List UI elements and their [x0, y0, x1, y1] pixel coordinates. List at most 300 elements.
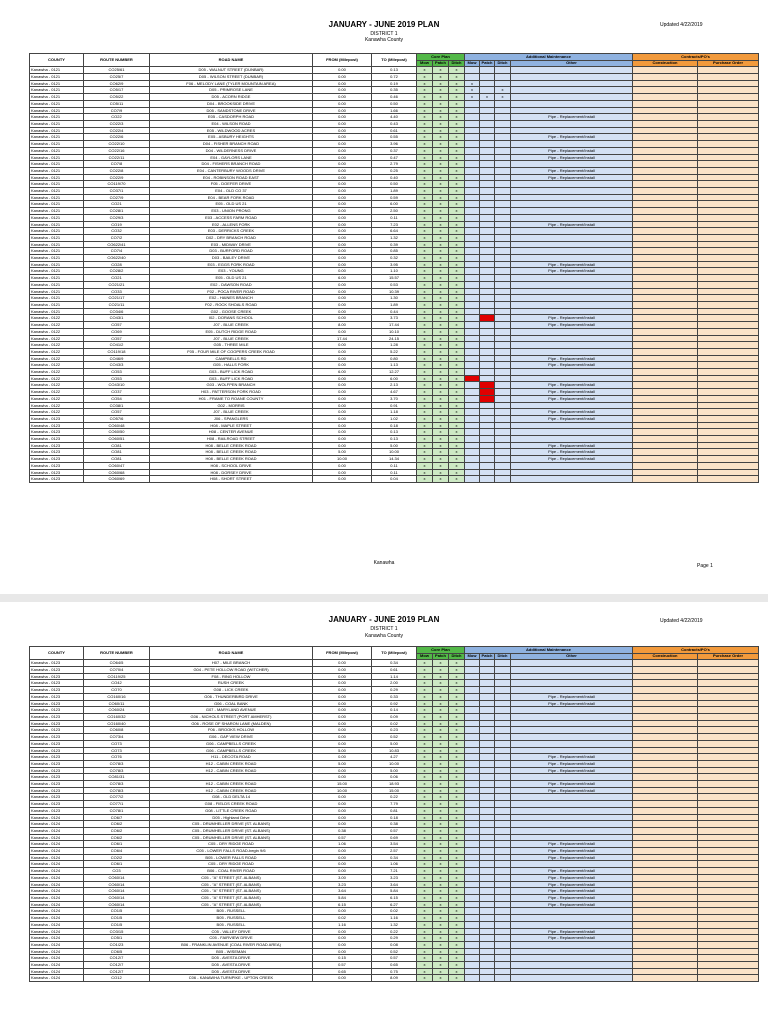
core-mow-cell: x [417, 935, 433, 942]
from-cell: 0.57 [313, 962, 372, 969]
to-cell: 0.46 [372, 94, 417, 101]
core-mow-cell: x [417, 814, 433, 821]
county-cell: Kanawha - 0124 [30, 841, 84, 848]
to-cell: 7.21 [372, 868, 417, 875]
construction-cell [633, 409, 698, 416]
maint-patch-cell [480, 127, 495, 134]
maint-mow-cell [465, 389, 480, 396]
from-cell: 0.00 [313, 100, 372, 107]
other-cell [511, 734, 633, 741]
table-row [30, 727, 759, 734]
core-ditch-cell: x [449, 322, 465, 329]
to-cell: 10.10 [372, 328, 417, 335]
core-patch-cell: x [433, 720, 449, 727]
from-cell: 0.38 [313, 827, 372, 834]
construction-cell [633, 127, 698, 134]
maint-mow-cell [465, 975, 480, 982]
table-row [30, 814, 759, 821]
maint-ditch-cell [495, 814, 511, 821]
other-cell: Pipe - Replacement/Install [511, 760, 633, 767]
road-name-cell: E03 - EGGS FORK ROAD [150, 261, 313, 268]
maint-mow-cell [465, 395, 480, 402]
maint-ditch-cell [495, 174, 511, 181]
maint-ditch-cell [495, 680, 511, 687]
county-cell: Kanawha - 0121 [30, 194, 84, 201]
maint-mow-cell [465, 700, 480, 707]
other-header: Other [511, 653, 633, 660]
road-name-cell: H12 - CABIN CREEK ROAD [150, 787, 313, 794]
maint-mow-cell [465, 921, 480, 928]
route-cell: CO28/2 [84, 268, 150, 275]
road-name-cell: G06 - ROSE OF SHARON LANE (MALDEN) [150, 720, 313, 727]
maint-mow-cell [465, 429, 480, 436]
county-cell: Kanawha - 0123 [30, 660, 84, 667]
maint-patch-cell [480, 261, 495, 268]
core-mow-cell: x [417, 727, 433, 734]
county-cell: Kanawha - 0124 [30, 962, 84, 969]
construction-cell [633, 429, 698, 436]
to-cell: 0.32 [372, 255, 417, 262]
road-name-cell: E04 - CANTERBURY WOODS DRIVE [150, 167, 313, 174]
maint-ditch-cell [495, 714, 511, 721]
table-row [30, 734, 759, 741]
road-name-cell: E04 - BEAR FORK ROAD [150, 194, 313, 201]
construction-cell [633, 382, 698, 389]
route-cell: CO622/41 [84, 241, 150, 248]
maint-ditch-cell [495, 335, 511, 342]
table-row [30, 201, 759, 208]
core-mow-cell: x [417, 827, 433, 834]
core-mow-cell: x [417, 161, 433, 168]
table-row [30, 335, 759, 342]
core-patch-cell: x [433, 167, 449, 174]
maint-ditch-cell: x [495, 94, 511, 101]
mow-header: Mow [465, 60, 480, 67]
to-cell: 0.02 [372, 720, 417, 727]
core-patch-cell: x [433, 814, 449, 821]
purchase-order-cell [698, 781, 759, 788]
table-row [30, 868, 759, 875]
route-cell: CO78/1 [84, 807, 150, 814]
county-cell: Kanawha - 0124 [30, 894, 84, 901]
core-mow-cell: x [417, 449, 433, 456]
maint-mow-cell [465, 409, 480, 416]
county-cell: Kanawha - 0123 [30, 787, 84, 794]
construction-cell [633, 147, 698, 154]
core-patch-cell: x [433, 834, 449, 841]
core-ditch-cell: x [449, 693, 465, 700]
maint-patch-cell [480, 167, 495, 174]
core-ditch-cell: x [449, 335, 465, 342]
other-cell [511, 774, 633, 781]
maint-patch-cell [480, 100, 495, 107]
to-cell: 0.57 [372, 955, 417, 962]
from-cell: 0.00 [313, 382, 372, 389]
maint-ditch-cell [495, 436, 511, 443]
core-mow-cell: x [417, 469, 433, 476]
route-cell: CO21/17 [84, 295, 150, 302]
county-cell: Kanawha - 0123 [30, 740, 84, 747]
county-cell: Kanawha - 0124 [30, 915, 84, 922]
other-cell: Pipe - Replacement/Install [511, 841, 633, 848]
construction-cell [633, 154, 698, 161]
maint-mow-cell [465, 476, 480, 483]
core-ditch-cell: x [449, 975, 465, 982]
maint-patch-cell [480, 700, 495, 707]
core-mow-cell: x [417, 255, 433, 262]
purchase-order-cell [698, 74, 759, 81]
from-cell: 10.00 [313, 787, 372, 794]
maint-mow-cell [465, 948, 480, 955]
road-name-cell: C05 - DRUMHELLER DRIVE (ST. ALBANS) [150, 821, 313, 828]
to-cell: 0.39 [372, 241, 417, 248]
from-cell: 5.84 [313, 894, 372, 901]
core-ditch-cell: x [449, 673, 465, 680]
construction-cell [633, 234, 698, 241]
other-cell [511, 402, 633, 409]
construction-cell [633, 700, 698, 707]
purchase-order-cell [698, 208, 759, 215]
table-row [30, 801, 759, 808]
other-cell [511, 87, 633, 94]
other-cell [511, 127, 633, 134]
from-cell: 0.00 [313, 707, 372, 714]
to-cell: 0.33 [372, 693, 417, 700]
table-row [30, 921, 759, 928]
to-cell: 0.13 [372, 436, 417, 443]
maint-ditch-cell [495, 208, 511, 215]
maint-mow-cell [465, 861, 480, 868]
road-name-cell: D05 - ACORN RIDGE [150, 94, 313, 101]
core-ditch-cell: x [449, 680, 465, 687]
construction-cell [633, 288, 698, 295]
from-cell: 0.00 [313, 814, 372, 821]
maint-mow-cell [465, 774, 480, 781]
to-cell: 2.57 [372, 848, 417, 855]
maint-ditch-cell [495, 214, 511, 221]
county-cell: Kanawha - 0123 [30, 801, 84, 808]
maint-ditch-cell [495, 100, 511, 107]
county-cell: Kanawha - 0123 [30, 415, 84, 422]
core-ditch-cell: x [449, 801, 465, 808]
patch-header: Patch [433, 60, 449, 67]
purchase-order-cell [698, 154, 759, 161]
core-ditch-cell: x [449, 928, 465, 935]
county-cell: Kanawha - 0121 [30, 161, 84, 168]
maint-mow-cell [465, 781, 480, 788]
maint-mow-cell [465, 114, 480, 121]
maint-ditch-cell [495, 456, 511, 463]
route-cell: CO78/3 [84, 760, 150, 767]
maint-ditch-cell [495, 382, 511, 389]
maint-patch-cell [480, 469, 495, 476]
county-cell: Kanawha - 0123 [30, 714, 84, 721]
county-label: Kanawha County [364, 37, 404, 43]
purchase-order-cell [698, 409, 759, 416]
other-cell [511, 228, 633, 235]
core-ditch-cell: x [449, 228, 465, 235]
from-cell: 0.00 [313, 214, 372, 221]
road-name-cell: G08 - LICK CREEK [150, 687, 313, 694]
construction-cell [633, 760, 698, 767]
district-label: DISTRICT 1 [370, 31, 398, 37]
core-mow-cell: x [417, 888, 433, 895]
from-cell: 0.00 [313, 442, 372, 449]
core-patch-cell: x [433, 288, 449, 295]
road-name-cell: H08 - BELLE CREEK ROAD [150, 449, 313, 456]
maint-patch-cell [480, 382, 495, 389]
other-cell [511, 915, 633, 922]
maint-ditch-cell [495, 915, 511, 922]
to-cell: 17.44 [372, 322, 417, 329]
core-patch-cell: x [433, 794, 449, 801]
from-cell: 0.00 [313, 908, 372, 915]
core-patch-cell: x [433, 275, 449, 282]
road-name-cell: J06 - SPANGLERS [150, 415, 313, 422]
road-name-cell: H08 - BELLE CREEK ROAD [150, 442, 313, 449]
table-row [30, 255, 759, 262]
road-name-cell: E02 - HAINES BRANCH [150, 295, 313, 302]
construction-cell [633, 335, 698, 342]
county-cell: Kanawha - 0123 [30, 727, 84, 734]
from-cell: 0.00 [313, 409, 372, 416]
maint-mow-cell [465, 442, 480, 449]
purchase-order-cell [698, 188, 759, 195]
from-cell: 3.23 [313, 881, 372, 888]
core-ditch-cell: x [449, 174, 465, 181]
contracts-header: Contracts/PO's [633, 647, 759, 654]
core-ditch-cell: x [449, 888, 465, 895]
route-cell: CO43/3 [84, 362, 150, 369]
maint-mow-cell [465, 894, 480, 901]
road-name-cell: D05 - AVESTA DRIVE [150, 962, 313, 969]
purchase-order-cell [698, 147, 759, 154]
other-cell: Pipe - Replacement/Install [511, 315, 633, 322]
purchase-order-cell [698, 740, 759, 747]
core-ditch-cell: x [449, 342, 465, 349]
table-row [30, 469, 759, 476]
table-row [30, 874, 759, 881]
mow-header: Mow [417, 60, 433, 67]
road-name-cell: H12 - CABIN CREEK ROAD [150, 760, 313, 767]
route-header: ROUTE NUMBER [84, 647, 150, 660]
purchase-order-cell [698, 67, 759, 74]
other-cell: Pipe - Replacement/Install [511, 154, 633, 161]
maint-patch-cell [480, 868, 495, 875]
county-cell: Kanawha - 0121 [30, 228, 84, 235]
core-ditch-cell: x [449, 807, 465, 814]
maint-ditch-cell [495, 281, 511, 288]
maint-mow-cell [465, 436, 480, 443]
road-name-cell: D05 - SANDSTONE DRIVE [150, 107, 313, 114]
table-row [30, 415, 759, 422]
other-cell [511, 161, 633, 168]
core-mow-cell: x [417, 747, 433, 754]
purchase-order-cell [698, 261, 759, 268]
road-name-cell: D03 - BAILEY DRIVE [150, 255, 313, 262]
table-row [30, 389, 759, 396]
county-cell: Kanawha - 0121 [30, 308, 84, 315]
maint-ditch-cell [495, 402, 511, 409]
table-row [30, 881, 759, 888]
maint-patch-cell [480, 221, 495, 228]
route-cell: CO5/22 [84, 94, 150, 101]
maint-patch-cell [480, 389, 495, 396]
maint-patch-cell [480, 288, 495, 295]
core-ditch-cell: x [449, 868, 465, 875]
maint-mow-cell [465, 201, 480, 208]
core-patch-cell: x [433, 747, 449, 754]
construction-cell [633, 707, 698, 714]
maint-ditch-cell [495, 794, 511, 801]
from-cell: 0.00 [313, 268, 372, 275]
county-cell: Kanawha - 0123 [30, 442, 84, 449]
table-row [30, 369, 759, 376]
table-row [30, 714, 759, 721]
updated-date: Updated 4/22/2019 [660, 618, 703, 624]
county-cell: Kanawha - 0121 [30, 94, 84, 101]
to-cell: 5.00 [372, 442, 417, 449]
purchase-order-cell [698, 734, 759, 741]
other-cell: Pipe - Replacement/Install [511, 693, 633, 700]
to-cell: 2.50 [372, 208, 417, 215]
route-cell: CO119/18 [84, 348, 150, 355]
route-cell: CO22/6 [84, 134, 150, 141]
core-ditch-cell: x [449, 687, 465, 694]
purchase-order-cell [698, 841, 759, 848]
to-header: TO (Milepost) [372, 647, 417, 660]
from-cell: 0.00 [313, 767, 372, 774]
core-mow-cell: x [417, 955, 433, 962]
table-row [30, 687, 759, 694]
table-row [30, 208, 759, 215]
route-cell: CO21 [84, 275, 150, 282]
core-patch-cell: x [433, 754, 449, 761]
maint-ditch-cell [495, 955, 511, 962]
core-ditch-cell: x [449, 774, 465, 781]
to-cell: 1.89 [372, 188, 417, 195]
county-cell: Kanawha - 0121 [30, 255, 84, 262]
purchase-order-cell [698, 94, 759, 101]
core-ditch-cell: x [449, 201, 465, 208]
core-ditch-cell: x [449, 261, 465, 268]
maint-mow-cell [465, 854, 480, 861]
maint-mow-cell [465, 707, 480, 714]
road-name-cell: B05 - LOWER FALLS ROAD [150, 854, 313, 861]
road-name-cell: H08 - SHORT STREET [150, 476, 313, 483]
construction-cell [633, 161, 698, 168]
core-mow-cell: x [417, 848, 433, 855]
other-cell [511, 975, 633, 982]
core-ditch-cell: x [449, 449, 465, 456]
construction-cell [633, 194, 698, 201]
maint-mow-cell [465, 301, 480, 308]
maint-mow-cell [465, 928, 480, 935]
road-name-cell: G04 - PETE HOLLOW ROAD (WITCHER) [150, 667, 313, 674]
core-ditch-cell: x [449, 389, 465, 396]
maint-mow-cell [465, 127, 480, 134]
route-cell: CO12/7 [84, 955, 150, 962]
maint-patch-cell [480, 727, 495, 734]
core-mow-cell: x [417, 700, 433, 707]
core-patch-cell: x [433, 161, 449, 168]
maint-ditch-cell [495, 848, 511, 855]
construction-cell [633, 201, 698, 208]
maint-mow-cell [465, 901, 480, 908]
county-cell: Kanawha - 0123 [30, 734, 84, 741]
route-cell: CO60/8 [84, 727, 150, 734]
core-ditch-cell: x [449, 660, 465, 667]
to-cell: 3.96 [372, 141, 417, 148]
core-ditch-cell: x [449, 114, 465, 121]
other-cell: Pipe - Replacement/Install [511, 787, 633, 794]
core-ditch-cell: x [449, 147, 465, 154]
maint-patch-cell [480, 375, 495, 382]
route-cell: CO7/9 [84, 107, 150, 114]
table-row [30, 395, 759, 402]
route-cell: CO5/1 [84, 935, 150, 942]
to-cell: 10.83 [372, 747, 417, 754]
table-row [30, 760, 759, 767]
county-cell: Kanawha - 0122 [30, 355, 84, 362]
core-ditch-cell: x [449, 255, 465, 262]
core-mow-cell: x [417, 348, 433, 355]
other-cell: Pipe - Replacement/Install [511, 221, 633, 228]
maint-patch-cell: x [480, 94, 495, 101]
from-cell: 0.00 [313, 255, 372, 262]
maint-ditch-cell [495, 740, 511, 747]
core-mow-cell: x [417, 429, 433, 436]
maint-patch-cell [480, 80, 495, 87]
maint-ditch-cell [495, 241, 511, 248]
route-cell: CO622/40 [84, 255, 150, 262]
maint-patch-cell [480, 342, 495, 349]
core-ditch-cell: x [449, 760, 465, 767]
road-name-cell: E03 - YOUNG [150, 268, 313, 275]
table-row [30, 268, 759, 275]
maint-ditch-cell [495, 935, 511, 942]
road-name-cell: D02 - DRY BRANCH ROAD [150, 234, 313, 241]
road-name-cell: H12 - CABIN CREEK ROAD [150, 767, 313, 774]
maint-ditch-cell [495, 315, 511, 322]
from-cell: 0.00 [313, 469, 372, 476]
county-cell: Kanawha - 0121 [30, 74, 84, 81]
core-ditch-cell: x [449, 767, 465, 774]
other-cell [511, 208, 633, 215]
table-row [30, 422, 759, 429]
maint-ditch-cell [495, 147, 511, 154]
road-name-cell: H08 - SCHOOL DRIVE [150, 462, 313, 469]
route-cell: CO60/48 [84, 422, 150, 429]
other-cell: Pipe - Replacement/Install [511, 167, 633, 174]
maint-patch-cell [480, 794, 495, 801]
maint-mow-cell [465, 194, 480, 201]
other-cell: Pipe - Replacement/Install [511, 848, 633, 855]
construction-cell [633, 841, 698, 848]
road-name-cell: E05 - WILDWOOD ACRES [150, 127, 313, 134]
maint-ditch-cell [495, 801, 511, 808]
to-cell: 0.61 [372, 667, 417, 674]
purchase-order-cell [698, 134, 759, 141]
core-ditch-cell: x [449, 208, 465, 215]
from-cell: 0.00 [313, 188, 372, 195]
maint-patch-cell [480, 255, 495, 262]
maint-ditch-cell [495, 807, 511, 814]
maint-patch-cell [480, 908, 495, 915]
construction-cell [633, 188, 698, 195]
from-cell: 0.00 [313, 241, 372, 248]
core-mow-cell: x [417, 100, 433, 107]
